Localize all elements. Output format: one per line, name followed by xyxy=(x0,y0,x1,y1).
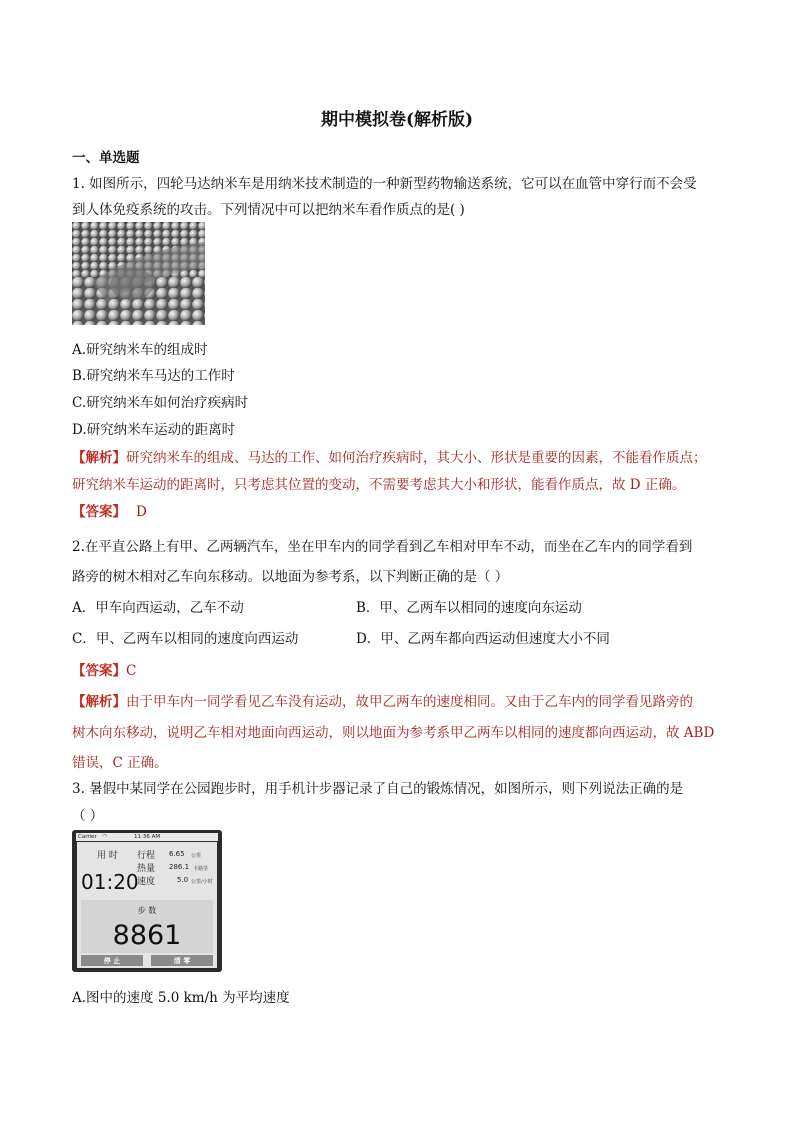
q3-stem-line2: （ ） xyxy=(72,808,104,824)
section-heading: 一、单选题 xyxy=(72,150,140,166)
speed-value: 5.0 xyxy=(177,876,189,884)
q2-answer xyxy=(72,659,136,679)
q2-option-b: B．甲、乙两车以相同的速度向东运动 xyxy=(356,600,582,616)
q2-analysis-line1 xyxy=(72,690,693,710)
answer-tag: 【答案】 xyxy=(72,504,126,520)
analysis-text: 由于甲车内一同学看见乙车没有运动，故甲乙两车的速度相同。又由于乙车内的同学看见路旁的 xyxy=(126,694,693,710)
phone-status-bar xyxy=(76,833,218,841)
stop-button[interactable]: 停 止 xyxy=(81,955,143,966)
analysis-tag: 【解析】 xyxy=(72,694,126,710)
calorie-label: 热量 xyxy=(137,864,156,874)
clock-label: 11:36 AM xyxy=(134,834,161,840)
carrier-label: Carrier xyxy=(78,834,97,840)
analysis-text: 研究纳米车的组成、马达的工作、如何治疗疾病时，其大小、形状是重要的因素，不能看作质点； xyxy=(126,450,707,466)
distance-unit: 公里 xyxy=(191,853,202,859)
answer-value: C xyxy=(126,663,137,679)
q1-option-a: A.研究纳米车的组成时 xyxy=(72,342,208,358)
speed-label: 速度 xyxy=(137,877,156,887)
distance-label: 行程 xyxy=(137,851,156,861)
q2-option-a: A．甲车向西运动，乙车不动 xyxy=(72,600,244,616)
calorie-unit: 卡路里 xyxy=(193,866,209,872)
q1-option-b: B.研究纳米车马达的工作时 xyxy=(72,368,235,384)
steps-label: 步 数 xyxy=(137,906,157,915)
q1-option-c: C.研究纳米车如何治疗疾病时 xyxy=(72,395,249,411)
calorie-value: 286.1 xyxy=(169,863,190,871)
q1-analysis-line2: 研究纳米车运动的距离时，只考虑其位置的变动，不需要考虑其大小和形状，能看作质点，故 D 正确。 xyxy=(72,477,686,493)
q1-option-d: D.研究纳米车运动的距离时 xyxy=(72,422,236,438)
time-label: 用 时 xyxy=(97,851,118,861)
q3-stem-line1: 3. 暑假中某同学在公园跑步时，用手机计步器记录了自己的锻炼情况，如图所示，则下列说法正确的是 xyxy=(72,781,684,797)
steps-value: 8861 xyxy=(112,920,182,951)
clear-button[interactable]: 清 零 xyxy=(151,955,213,966)
q2-stem-line2: 路旁的树木相对乙车向东移动。以地面为参考系，以下判断正确的是（ ） xyxy=(72,569,509,585)
distance-value: 6.65 xyxy=(169,850,185,858)
page-title: 期中模拟卷(解析版) xyxy=(320,110,474,130)
steps-panel xyxy=(81,900,213,953)
q1-stem-line2: 到人体免疫系统的攻击。下列情况中可以把纳米车看作质点的是( ) xyxy=(72,202,465,218)
time-value: 01:20 xyxy=(81,870,139,894)
pedometer-phone-figure xyxy=(72,830,222,972)
nanocar-figure xyxy=(72,222,205,325)
q1-answer xyxy=(72,500,147,520)
pedometer-screen xyxy=(77,842,217,968)
speed-unit: 公里/小时 xyxy=(191,879,213,885)
analysis-tag: 【解析】 xyxy=(72,450,126,466)
q1-stem-line1: 1. 如图所示，四轮马达纳米车是用纳米技术制造的一种新型药物输送系统，它可以在血管中穿行而不会受 xyxy=(72,176,697,192)
q2-analysis-line3: 错误，C 正确。 xyxy=(72,755,168,771)
q2-option-d: D．甲、乙两车都向西运动但速度大小不同 xyxy=(356,631,610,647)
q3-option-a: A.图中的速度 5.0 km/h 为平均速度 xyxy=(72,990,290,1006)
wifi-icon: ◠ xyxy=(102,833,108,840)
answer-value: D xyxy=(136,504,147,520)
answer-tag: 【答案】 xyxy=(72,663,126,679)
q1-analysis-line1 xyxy=(72,446,707,466)
q2-option-c: C．甲、乙两车以相同的速度向西运动 xyxy=(72,631,299,647)
q2-analysis-line2: 树木向东移动，说明乙车相对地面向西运动，则以地面为参考系甲乙两车以相同的速度都向西运动，故 ABD xyxy=(72,725,715,741)
q2-stem-line1: 2.在平直公路上有甲、乙两辆汽车，坐在甲车内的同学看到乙车相对甲车不动，而坐在乙车内的同学看到 xyxy=(72,539,693,555)
